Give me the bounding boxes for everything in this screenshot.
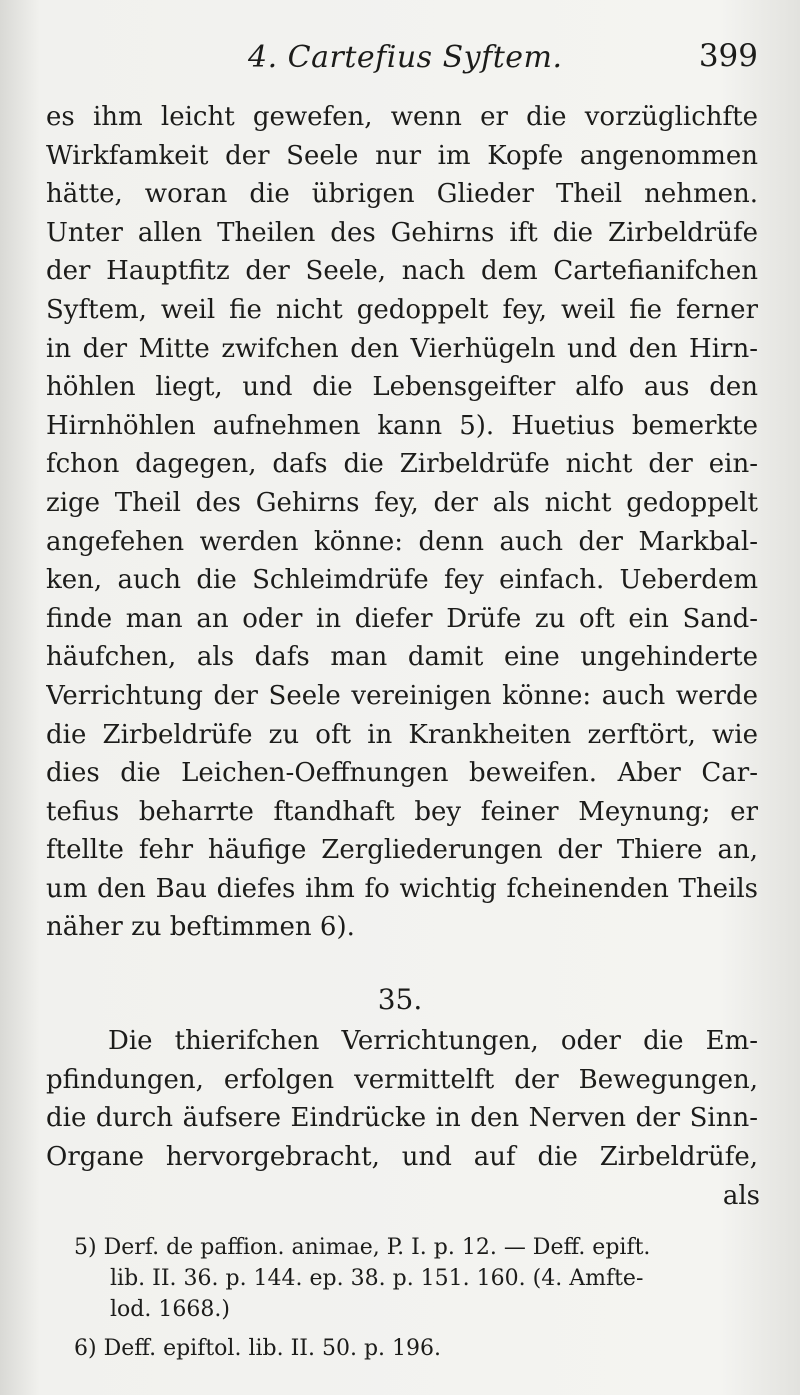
text-line: es ihm leicht gewefen, wenn er die vorzüglichfte — [46, 102, 758, 132]
section-paragraph — [46, 1022, 758, 1176]
text-line: in der Mitte zwifchen den Vierhügeln und den Hirn- — [46, 333, 758, 364]
text-line: Verrichtung der Seele vereinigen könne: auch werde — [46, 680, 758, 711]
text-line: Die thierifchen Verrichtungen, oder die Em- — [108, 1026, 758, 1056]
running-head-title: 4. Cartefius Syftem. — [248, 40, 563, 75]
text-line: angefehen werden könne: denn auch der Markbal- — [46, 526, 758, 557]
text-line: ken, auch die Schleimdrüfe fey einfach. Ueberdem — [46, 565, 758, 596]
text-line: häufchen, als dafs man damit eine ungehinderte — [46, 642, 758, 673]
text-line: näher zu beftimmen 6). — [46, 912, 355, 943]
text-line: höhlen liegt, und die Lebensgeifter alfo aus den — [46, 372, 758, 403]
text-line: Hirnhöhlen aufnehmen kann 5). Huetius bemerkte — [46, 410, 758, 441]
text-line: der Hauptfitz der Seele, nach dem Cartefianifchen — [46, 256, 758, 287]
catchword: als — [722, 1181, 760, 1211]
text-line: Organe hervorgebracht, und auf die Zirbeldrüfe, — [46, 1141, 758, 1172]
text-line: die Zirbeldrüfe zu oft in Krankheiten zerftört, wie — [46, 719, 758, 750]
text-line: zige Theil des Gehirns fey, der als nicht gedoppelt — [46, 487, 758, 518]
text-line: finde man an oder in diefer Drüfe zu oft ein Sand- — [46, 603, 758, 634]
footnote-line: lib. II. 36. p. 144. ep. 38. p. 151. 160. (4. Amfte- — [110, 1266, 644, 1291]
text-line: ftellte fehr häufige Zergliederungen der Thiere an, — [46, 835, 758, 866]
footnotes — [74, 1232, 764, 1364]
text-line: hätte, woran die übrigen Glieder Theil nehmen. — [46, 179, 758, 210]
running-head — [0, 36, 800, 80]
text-line: pfindungen, erfolgen vermittelft der Bewegungen, — [46, 1064, 758, 1095]
footnote-line: 5) Derf. de paffion. animae, P. I. p. 12. — Deff. epift. — [74, 1235, 651, 1260]
section-number: 35. — [377, 983, 423, 1016]
page-number: 399 — [698, 38, 758, 74]
footnote-line: 6) Deff. epiftol. lib. II. 50. p. 196. — [74, 1336, 441, 1361]
text-line: Wirkfamkeit der Seele nur im Kopfe angenommen — [46, 140, 758, 171]
text-line: um den Bau diefes ihm fo wichtig fcheinenden Theils — [46, 873, 758, 904]
text-line: Syftem, weil fie nicht gedoppelt fey, weil fie ferner — [46, 294, 758, 325]
footnote-line: lod. 1668.) — [110, 1297, 230, 1322]
text-line: dies die Leichen-Oeffnungen beweifen. Aber Car- — [46, 758, 758, 789]
body-paragraph — [46, 98, 758, 947]
text-line: Unter allen Theilen des Gehirns ift die Zirbeldrüfe — [46, 217, 758, 248]
text-line: die durch äufsere Eindrücke in den Nerven der Sinn- — [46, 1103, 758, 1134]
text-line: fchon dagegen, dafs die Zirbeldrüfe nicht der ein- — [46, 449, 758, 480]
text-line: tefius beharrte ftandhaft bey feiner Meynung; er — [46, 796, 758, 827]
